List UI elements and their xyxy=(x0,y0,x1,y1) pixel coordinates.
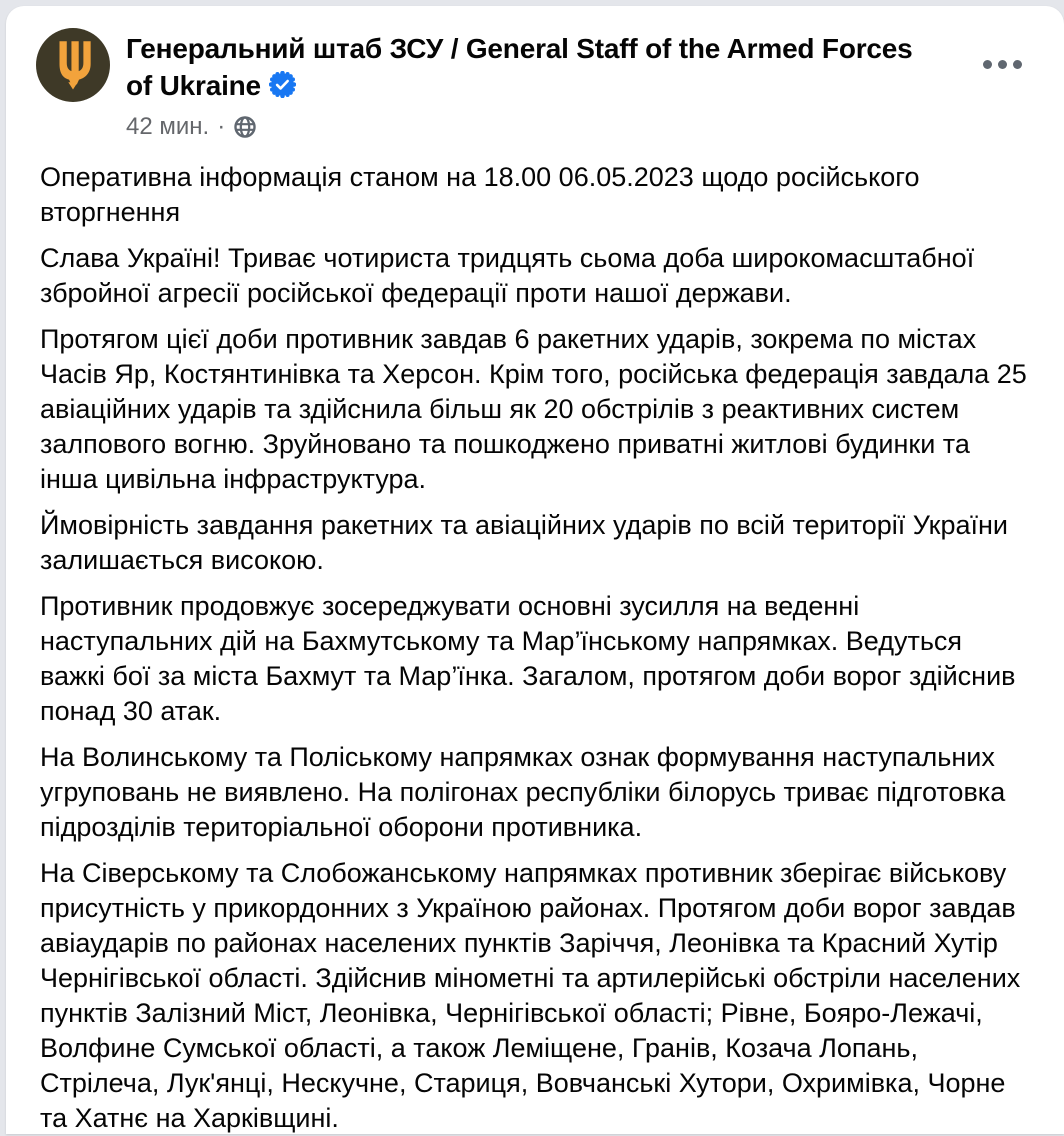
post-paragraph: Противник продовжує зосереджувати основні зусилля на веденні наступальних дій на Бахмутському та Мар’їнському напрямках. Ведуться важкі бої за міста Бахмут та Мар’їнка. Загалом, протягом доби ворог здійснив понад 30 атак. xyxy=(40,591,1016,726)
post-paragraph: На Сіверському та Слобожанському напрямках противник зберігає військову присутність у прикордонних з Україною районах. Протягом доби ворог завдав авіаударів по районах населених пунктів Заріччя, Леонівка та Красний Хутір Чернігівської області. Здійснив мінометні та артилерійські обстріли населених пунктів Залізний Міст, Леонівка, Чернігівської області; Рівне, Бояро-Лежачі, Волфине Сумської області, а також Леміщене, Гранів, Козача Лопань, Стрілеча, Лук'янці, Нескучне, Стариця, Вовчанські Хутори, Охримівка, Чорне та Хатнє на Харківщині. xyxy=(40,858,1021,1133)
meta-separator: · xyxy=(217,113,226,140)
page-avatar[interactable] xyxy=(36,28,110,102)
header-text xyxy=(126,28,946,142)
post-paragraph: Оперативна інформація станом на 18.00 06.05.2023 щодо російського вторгнення xyxy=(40,162,920,227)
post-text xyxy=(6,142,1064,1136)
ellipsis-icon xyxy=(983,60,1022,69)
trident-icon xyxy=(50,36,96,95)
post-meta xyxy=(126,112,946,142)
post-header xyxy=(6,6,1064,142)
post-timestamp[interactable]: 42 мин. xyxy=(126,113,210,140)
verified-badge-icon xyxy=(269,70,296,107)
more-options-button[interactable] xyxy=(974,44,1030,84)
post-paragraph: Протягом цієї доби противник завдав 6 ракетних ударів, зокрема по містах Часів Яр, Костянтинівка та Херсон. Крім того, російська федерація завдала 25 авіаційних ударів та здійснила більш як 20 обстрілів з реактивних систем залпового вогню. Зруйновано та пошкоджено приватні житлові будинки та інша цивільна інфраструктура. xyxy=(40,324,1027,494)
post-paragraph: На Волинському та Поліському напрямках ознак формування наступальних угруповань не виявлено. На полігонах республіки білорусь триває підготовка підрозділів територіальної оборони противника. xyxy=(40,742,1006,842)
post-paragraph: Ймовірність завдання ракетних та авіаційних ударів по всій території України залишається високою. xyxy=(40,510,1009,575)
page-name: Генеральний штаб ЗСУ / General Staff of the Armed Forces of Ukraine xyxy=(126,33,913,101)
post-card xyxy=(6,6,1064,1134)
page-name-link[interactable] xyxy=(126,30,946,107)
post-paragraph: Слава Україні! Триває чотириста тридцять сьома доба широкомасштабної збройної агресії російської федерації проти нашої держави. xyxy=(40,243,975,308)
public-audience-icon xyxy=(233,115,257,139)
